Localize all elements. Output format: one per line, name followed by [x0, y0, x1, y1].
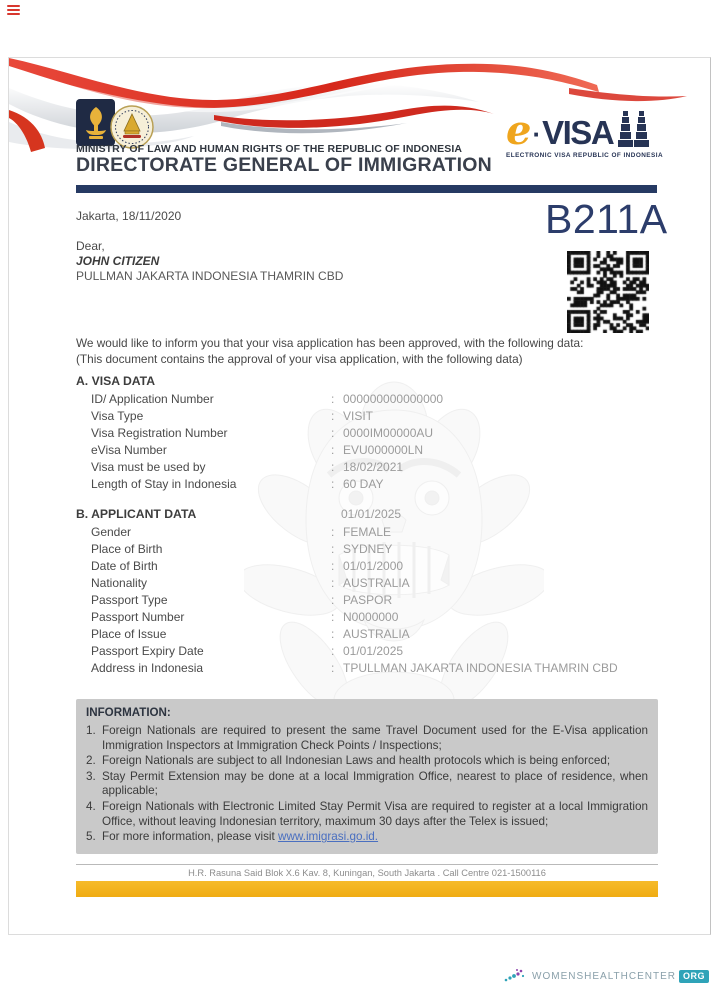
field-label: Visa must be used by [91, 460, 206, 474]
field-separator: : [331, 443, 335, 457]
field-label: Place of Issue [91, 627, 167, 641]
corner-red-mark-icon [7, 5, 20, 17]
approval-line-2: (This document contains the approval of your visa application, with the following data) [76, 351, 523, 366]
information-item [86, 830, 648, 845]
field-separator: : [331, 644, 335, 658]
field-separator: : [331, 477, 335, 491]
evisa-logo [506, 105, 674, 159]
approval-paragraph [76, 336, 604, 367]
field-value: SYDNEY [343, 542, 393, 556]
field-value: PASPOR [343, 593, 393, 607]
information-item-text: Foreign Nationals are required to present the same Travel Document used for the E-Visa application Immigration Inspectors at Immigration Check Points / Inspections; [102, 724, 648, 752]
field-label: Gender [91, 525, 132, 539]
field-label: Length of Stay in Indonesia [91, 477, 237, 491]
field-separator: : [331, 426, 335, 440]
visa-type-code: B211A [545, 196, 668, 242]
field-value: N0000000 [343, 610, 399, 624]
field-value: 01/01/2000 [343, 559, 404, 573]
evisa-wordmark: VISA [542, 114, 614, 151]
field-row [91, 409, 651, 426]
field-value: FEMALE [343, 525, 392, 539]
information-item-number: 3. [86, 769, 96, 783]
site-watermark-name: WOMENSHEALTHCENTER [532, 970, 676, 982]
field-label: Visa Type [91, 409, 144, 423]
information-item-number: 4. [86, 799, 96, 813]
field-separator: : [331, 593, 335, 607]
ministry-title: MINISTRY OF LAW AND HUMAN RIGHTS OF THE REPUBLIC OF INDONESIA [76, 143, 463, 155]
field-row [91, 593, 651, 610]
field-separator: : [331, 409, 335, 423]
field-value: TPULLMAN JAKARTA INDONESIA THAMRIN CBD [343, 661, 618, 675]
evisa-tagline: ELECTRONIC VISA REPUBLIC OF INDONESIA [506, 152, 664, 159]
information-item [86, 724, 648, 753]
field-label: Nationality [91, 576, 148, 590]
field-row [91, 542, 651, 559]
field-value: EVU000000LN [343, 443, 424, 457]
field-value: 60 DAY [343, 477, 384, 491]
information-item-text: Foreign Nationals with Electronic Limited Stay Permit Visa are required to register at a local Immigration Office, without leaving Indonesian territory, maximum 30 days after the Telex is issued; [102, 799, 648, 828]
footer-divider [76, 864, 658, 865]
field-separator: : [331, 542, 335, 556]
site-watermark-tld-badge: ORG [679, 970, 709, 983]
balinese-gate-icon [615, 109, 655, 149]
information-item-number: 1. [86, 724, 96, 737]
visa-data-fields [91, 392, 651, 494]
field-value: 01/01/2025 [343, 644, 404, 658]
field-row [91, 392, 651, 409]
field-separator: : [331, 576, 335, 590]
field-label: Passport Number [91, 610, 185, 624]
field-label: ID/ Application Number [91, 392, 214, 406]
information-item-text: Foreign Nationals are subject to all Indonesian Laws and health protocols which is being enforced; [102, 754, 611, 768]
field-label: eVisa Number [91, 443, 167, 457]
field-label: Passport Type [91, 593, 168, 607]
evisa-dot-glyph: · [532, 119, 542, 149]
field-row [91, 443, 651, 460]
field-label: Address in Indonesia [91, 661, 204, 675]
applicant-data-header [76, 507, 636, 521]
field-separator: : [331, 525, 335, 539]
field-value: 0000IM00000AU [343, 426, 434, 440]
field-value: VISIT [343, 409, 374, 423]
field-separator: : [331, 627, 335, 641]
field-row [91, 627, 651, 644]
information-item-number: 5. [86, 830, 96, 844]
footer-address: H.R. Rasuna Said Blok X.6 Kav. 8, Kuningan, South Jakarta . Call Centre 021-1500116 [188, 868, 546, 878]
evisa-e-glyph: e [506, 107, 532, 154]
field-row [91, 610, 651, 627]
information-item-text: Stay Permit Extension may be done at a local Immigration Office, nearest to place of residence, when applicable; [102, 769, 648, 798]
field-separator: : [331, 460, 335, 474]
field-separator: : [331, 559, 335, 573]
salutation: Dear, [76, 239, 105, 253]
field-label: Date of Birth [91, 559, 158, 573]
applicant-data-fields [91, 525, 651, 678]
field-row [91, 644, 651, 661]
field-row [91, 661, 651, 678]
letter-date: Jakarta, 18/11/2020 [76, 209, 182, 223]
field-value: 000000000000000 [343, 392, 444, 406]
header-divider-bar [76, 185, 657, 193]
field-value: 18/02/2021 [343, 460, 404, 474]
directorate-title: DIRECTORATE GENERAL OF IMMIGRATION [76, 154, 492, 176]
visa-document-sheet [8, 57, 711, 935]
information-title: INFORMATION: [86, 706, 171, 719]
information-box [76, 699, 658, 854]
footer-gold-bar [76, 881, 658, 897]
field-separator: : [331, 610, 335, 624]
information-item [86, 800, 648, 829]
field-label: Visa Registration Number [91, 426, 228, 440]
field-row [91, 576, 651, 593]
site-watermark [503, 967, 709, 985]
field-row [91, 525, 651, 542]
field-row [91, 460, 651, 477]
field-value: AUSTRALIA [343, 576, 410, 590]
information-item-number: 2. [86, 754, 96, 768]
field-row [91, 426, 651, 443]
field-separator: : [331, 661, 335, 675]
recipient-block [76, 239, 343, 284]
imigrasi-link[interactable]: www.imigrasi.go.id. [278, 830, 379, 844]
recipient-address: PULLMAN JAKARTA INDONESIA THAMRIN CBD [76, 269, 344, 283]
information-item [86, 770, 648, 799]
recipient-name: JOHN CITIZEN [76, 254, 160, 268]
visa-data-title: A. VISA DATA [76, 374, 155, 388]
applicant-data-header-value: 01/01/2025 [341, 507, 402, 521]
field-label: Passport Expiry Date [91, 644, 204, 658]
field-label: Place of Birth [91, 542, 163, 556]
approval-line-1: We would like to inform you that your visa application has been approved, with the following data: [76, 336, 584, 350]
pengayoman-icon [81, 104, 111, 142]
field-row [91, 477, 651, 494]
field-value: AUSTRALIA [343, 627, 410, 641]
information-list [86, 724, 648, 845]
information-item-text: For more information, please visit www.imigrasi.go.id. [102, 830, 379, 844]
field-row [91, 559, 651, 576]
field-separator: : [331, 392, 335, 406]
applicant-data-title: B. APPLICANT DATA [76, 507, 197, 521]
dots-swirl-icon [503, 967, 529, 985]
qr-code [567, 251, 649, 333]
information-item [86, 754, 648, 769]
